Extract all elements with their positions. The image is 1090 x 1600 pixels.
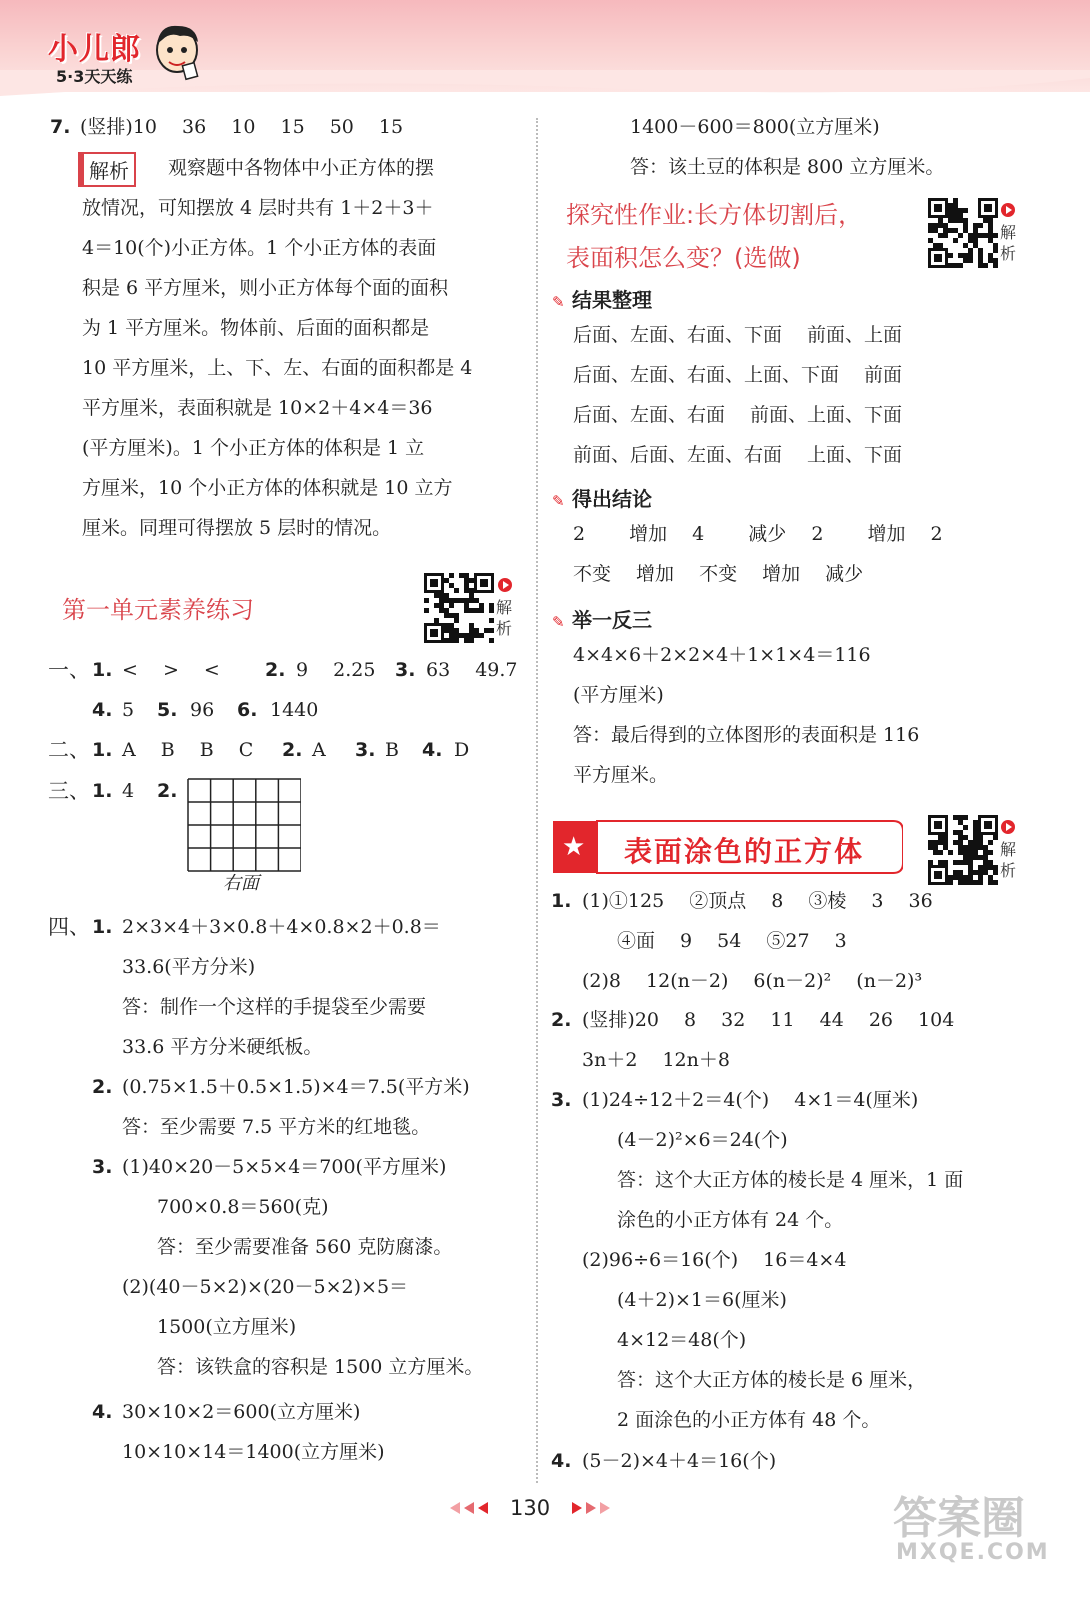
grid-view-figure: [187, 778, 301, 872]
answer-line: 答：至少需要 7.5 平方米的红地毯。: [122, 1116, 431, 1138]
result-line: 前面、后面、左面、右面 上面、下面: [573, 444, 903, 466]
question-number: 3.: [551, 1089, 572, 1111]
section-two-label: 二、: [48, 738, 90, 762]
qr-analysis-label: 解析: [496, 598, 513, 638]
conclusion-line: 不变 增加 不变 增加 减少: [573, 563, 864, 585]
answer-number: 6.: [237, 699, 258, 721]
answer-line: (0.75×1.5＋0.5×1.5)×4＝7.5(平方米): [122, 1076, 470, 1098]
question-number: 4.: [92, 1401, 113, 1423]
answer-line: 33.6(平方分米): [122, 956, 256, 978]
right-arrows-icon: [566, 1500, 614, 1516]
analysis-line: 为 1 平方厘米。物体前、后面的面积都是: [82, 317, 430, 339]
watermark-logo: 答案圈: [893, 1493, 1025, 1544]
answer-value: 63 49.7: [426, 659, 518, 681]
answer-number: 2.: [265, 659, 286, 681]
analysis-line: 积是 6 平方厘米，则小正方体每个面的面积: [82, 277, 449, 299]
answer-line: 2 面涂色的小正方体有 48 个。: [617, 1409, 881, 1431]
result-heading-text: 结果整理: [572, 288, 652, 312]
answer-line: ④面 9 54 ⑤27 3: [617, 930, 847, 952]
play-icon: [497, 577, 513, 593]
qr-analysis-label: 解析: [1000, 223, 1017, 263]
analysis-line: 放情况，可知摆放 4 层时共有 1＋2＋3＋: [82, 197, 434, 219]
extend-line: 4×4×6＋2×2×4＋1×1×4＝116: [573, 644, 871, 666]
answer-line: 700×0.8＝560(克): [157, 1196, 329, 1218]
answer-line: 答：这个大正方体的棱长是 4 厘米，1 面: [617, 1169, 964, 1191]
answer-line: 30×10×2＝600(立方厘米): [122, 1401, 361, 1423]
extend-heading-text: 举一反三: [572, 608, 652, 632]
analysis-line: 厘米。同理可得摆放 5 层时的情况。: [82, 517, 392, 539]
answer-number: 5.: [157, 699, 178, 721]
analysis-line: (平方厘米)。1 个小正方体的体积是 1 立: [82, 437, 425, 459]
answer-number: 2.: [282, 739, 303, 761]
brand-series: 5·3天天练: [56, 67, 133, 86]
answer-line: (竖排)20 8 32 11 44 26 104: [582, 1009, 955, 1031]
play-icon: [1000, 819, 1016, 835]
star-icon: ★: [562, 832, 586, 862]
answer-number: 3.: [395, 659, 416, 681]
answer-line: (5－2)×4＋4＝16(个): [582, 1450, 777, 1472]
analysis-line: 方厘米，10 个小正方体的体积就是 10 立方: [82, 477, 453, 499]
analysis-tag: 解析: [82, 152, 136, 187]
answer-number: 1.: [92, 739, 113, 761]
brand-logo: 小儿郎: [48, 32, 141, 67]
answer-number: 3.: [355, 739, 376, 761]
result-heading: [552, 284, 652, 313]
banner-title: 表面涂色的正方体: [624, 835, 865, 868]
answer-value: D: [454, 739, 470, 761]
question-number: 1.: [92, 916, 113, 938]
answer-line: (2)8 12(n－2) 6(n－2)² (n－2)³: [582, 970, 923, 992]
extend-line: 答：最后得到的立体图形的表面积是 116: [573, 724, 920, 746]
question-number: 3.: [92, 1156, 113, 1178]
answer-line: 33.6 平方分米硬纸板。: [122, 1036, 323, 1058]
answer-line: 4×12＝48(个): [617, 1329, 747, 1351]
answer-line: 答：至少需要准备 560 克防腐漆。: [157, 1236, 453, 1258]
answer-line: (2)(40－5×2)×(20－5×2)×5＝: [122, 1276, 409, 1298]
answer-value: 96: [190, 699, 215, 721]
explore-title-1: 探究性作业:长方体切割后，: [566, 201, 863, 229]
qr-code-icon[interactable]: [928, 815, 998, 885]
question-number: 2.: [92, 1076, 113, 1098]
pin-icon: ✎: [552, 293, 565, 311]
extend-heading: [552, 604, 652, 633]
answer-number: 1.: [92, 659, 113, 681]
answer-line: (4＋2)×1＝6(厘米): [617, 1289, 787, 1311]
answer-number: 4.: [422, 739, 443, 761]
conclusion-heading: [552, 483, 652, 512]
grid-caption: 右面: [223, 873, 259, 894]
question-number: 4.: [551, 1450, 572, 1472]
answer-value: A B B C: [122, 739, 254, 761]
analysis-line: 4＝10(个)小正方体。1 个小正方体的表面: [82, 237, 437, 259]
explore-title-2: 表面积怎么变？(选做): [566, 244, 801, 272]
left-arrows-icon: [446, 1500, 494, 1516]
answer-line: 3n＋2 12n＋8: [582, 1049, 730, 1071]
watermark-url: MXQE.COM: [896, 1540, 1050, 1565]
page-number: 130: [510, 1496, 551, 1520]
question-number: 2.: [551, 1009, 572, 1031]
analysis-line: 10 平方厘米，上、下、左、右面的面积都是 4: [82, 357, 473, 379]
result-line: 后面、左面、右面、上面、下面 前面: [573, 364, 903, 386]
answer-line: 答：这个大正方体的棱长是 6 厘米，: [617, 1369, 927, 1391]
column-divider: [536, 118, 538, 1483]
mascot-icon: [150, 20, 204, 82]
analysis-line: 观察题中各物体中小正方体的摆: [168, 157, 435, 179]
question-number: 1.: [551, 890, 572, 912]
extend-line: 平方厘米。: [573, 764, 669, 786]
answer-line: 涂色的小正方体有 24 个。: [617, 1209, 844, 1231]
answer-line: 1400－600＝800(立方厘米): [630, 116, 880, 138]
qr-code-icon[interactable]: [928, 198, 998, 268]
answer-number: 4.: [92, 699, 113, 721]
section-three-label: 三、: [48, 779, 90, 803]
answer-line: (4－2)²×6＝24(个): [617, 1129, 788, 1151]
answer-line: (2)96÷6＝16(个) 16＝4×4: [582, 1249, 847, 1271]
answer-value: B: [385, 739, 399, 761]
answer-line: (1)①125 ②顶点 8 ③棱 3 36: [582, 890, 933, 912]
answer-value: 9 2.25: [296, 659, 376, 681]
q7-number: 7.: [50, 116, 71, 138]
conclusion-line: 2 增加 4 减少 2 增加 2: [573, 523, 943, 545]
answer-value: 5: [122, 699, 135, 721]
answer-line: 10×10×14＝1400(立方厘米): [122, 1441, 385, 1463]
unit-title: 第一单元素养练习: [62, 596, 254, 624]
play-icon: [1000, 202, 1016, 218]
qr-code-icon[interactable]: [424, 573, 494, 643]
answer-line: (1)24÷12＋2＝4(个) 4×1＝4(厘米): [582, 1089, 919, 1111]
analysis-line: 平方厘米，表面积就是 10×2＋4×4＝36: [82, 397, 433, 419]
section-four-label: 四、: [48, 915, 90, 939]
extend-line: (平方厘米): [573, 684, 664, 706]
pin-icon: ✎: [552, 613, 565, 631]
answer-line: 答：该土豆的体积是 800 立方厘米。: [630, 156, 945, 178]
three-q2-number: 2.: [157, 780, 178, 802]
answer-value: 1440: [270, 699, 319, 721]
three-q1-answer: 4: [122, 780, 135, 802]
result-line: 后面、左面、右面 前面、上面、下面: [573, 404, 903, 426]
q7-answer: (竖排)10 36 10 15 50 15: [80, 116, 404, 138]
answer-line: (1)40×20－5×5×4＝700(平方厘米): [122, 1156, 447, 1178]
answer-line: 答：该铁盒的容积是 1500 立方厘米。: [157, 1356, 484, 1378]
conclusion-heading-text: 得出结论: [572, 487, 652, 511]
answer-line: 2×3×4＋3×0.8＋4×0.8×2＋0.8＝: [122, 916, 441, 938]
answer-line: 1500(立方厘米): [157, 1316, 297, 1338]
answer-value: A: [312, 739, 326, 761]
qr-analysis-label: 解析: [1000, 840, 1017, 880]
three-q1-number: 1.: [92, 780, 113, 802]
section-one-label: 一、: [48, 658, 90, 682]
pin-icon: ✎: [552, 492, 565, 510]
answer-line: 答：制作一个这样的手提袋至少需要: [122, 996, 427, 1018]
answer-value: < > <: [122, 659, 220, 681]
result-line: 后面、左面、右面、下面 前面、上面: [573, 324, 903, 346]
